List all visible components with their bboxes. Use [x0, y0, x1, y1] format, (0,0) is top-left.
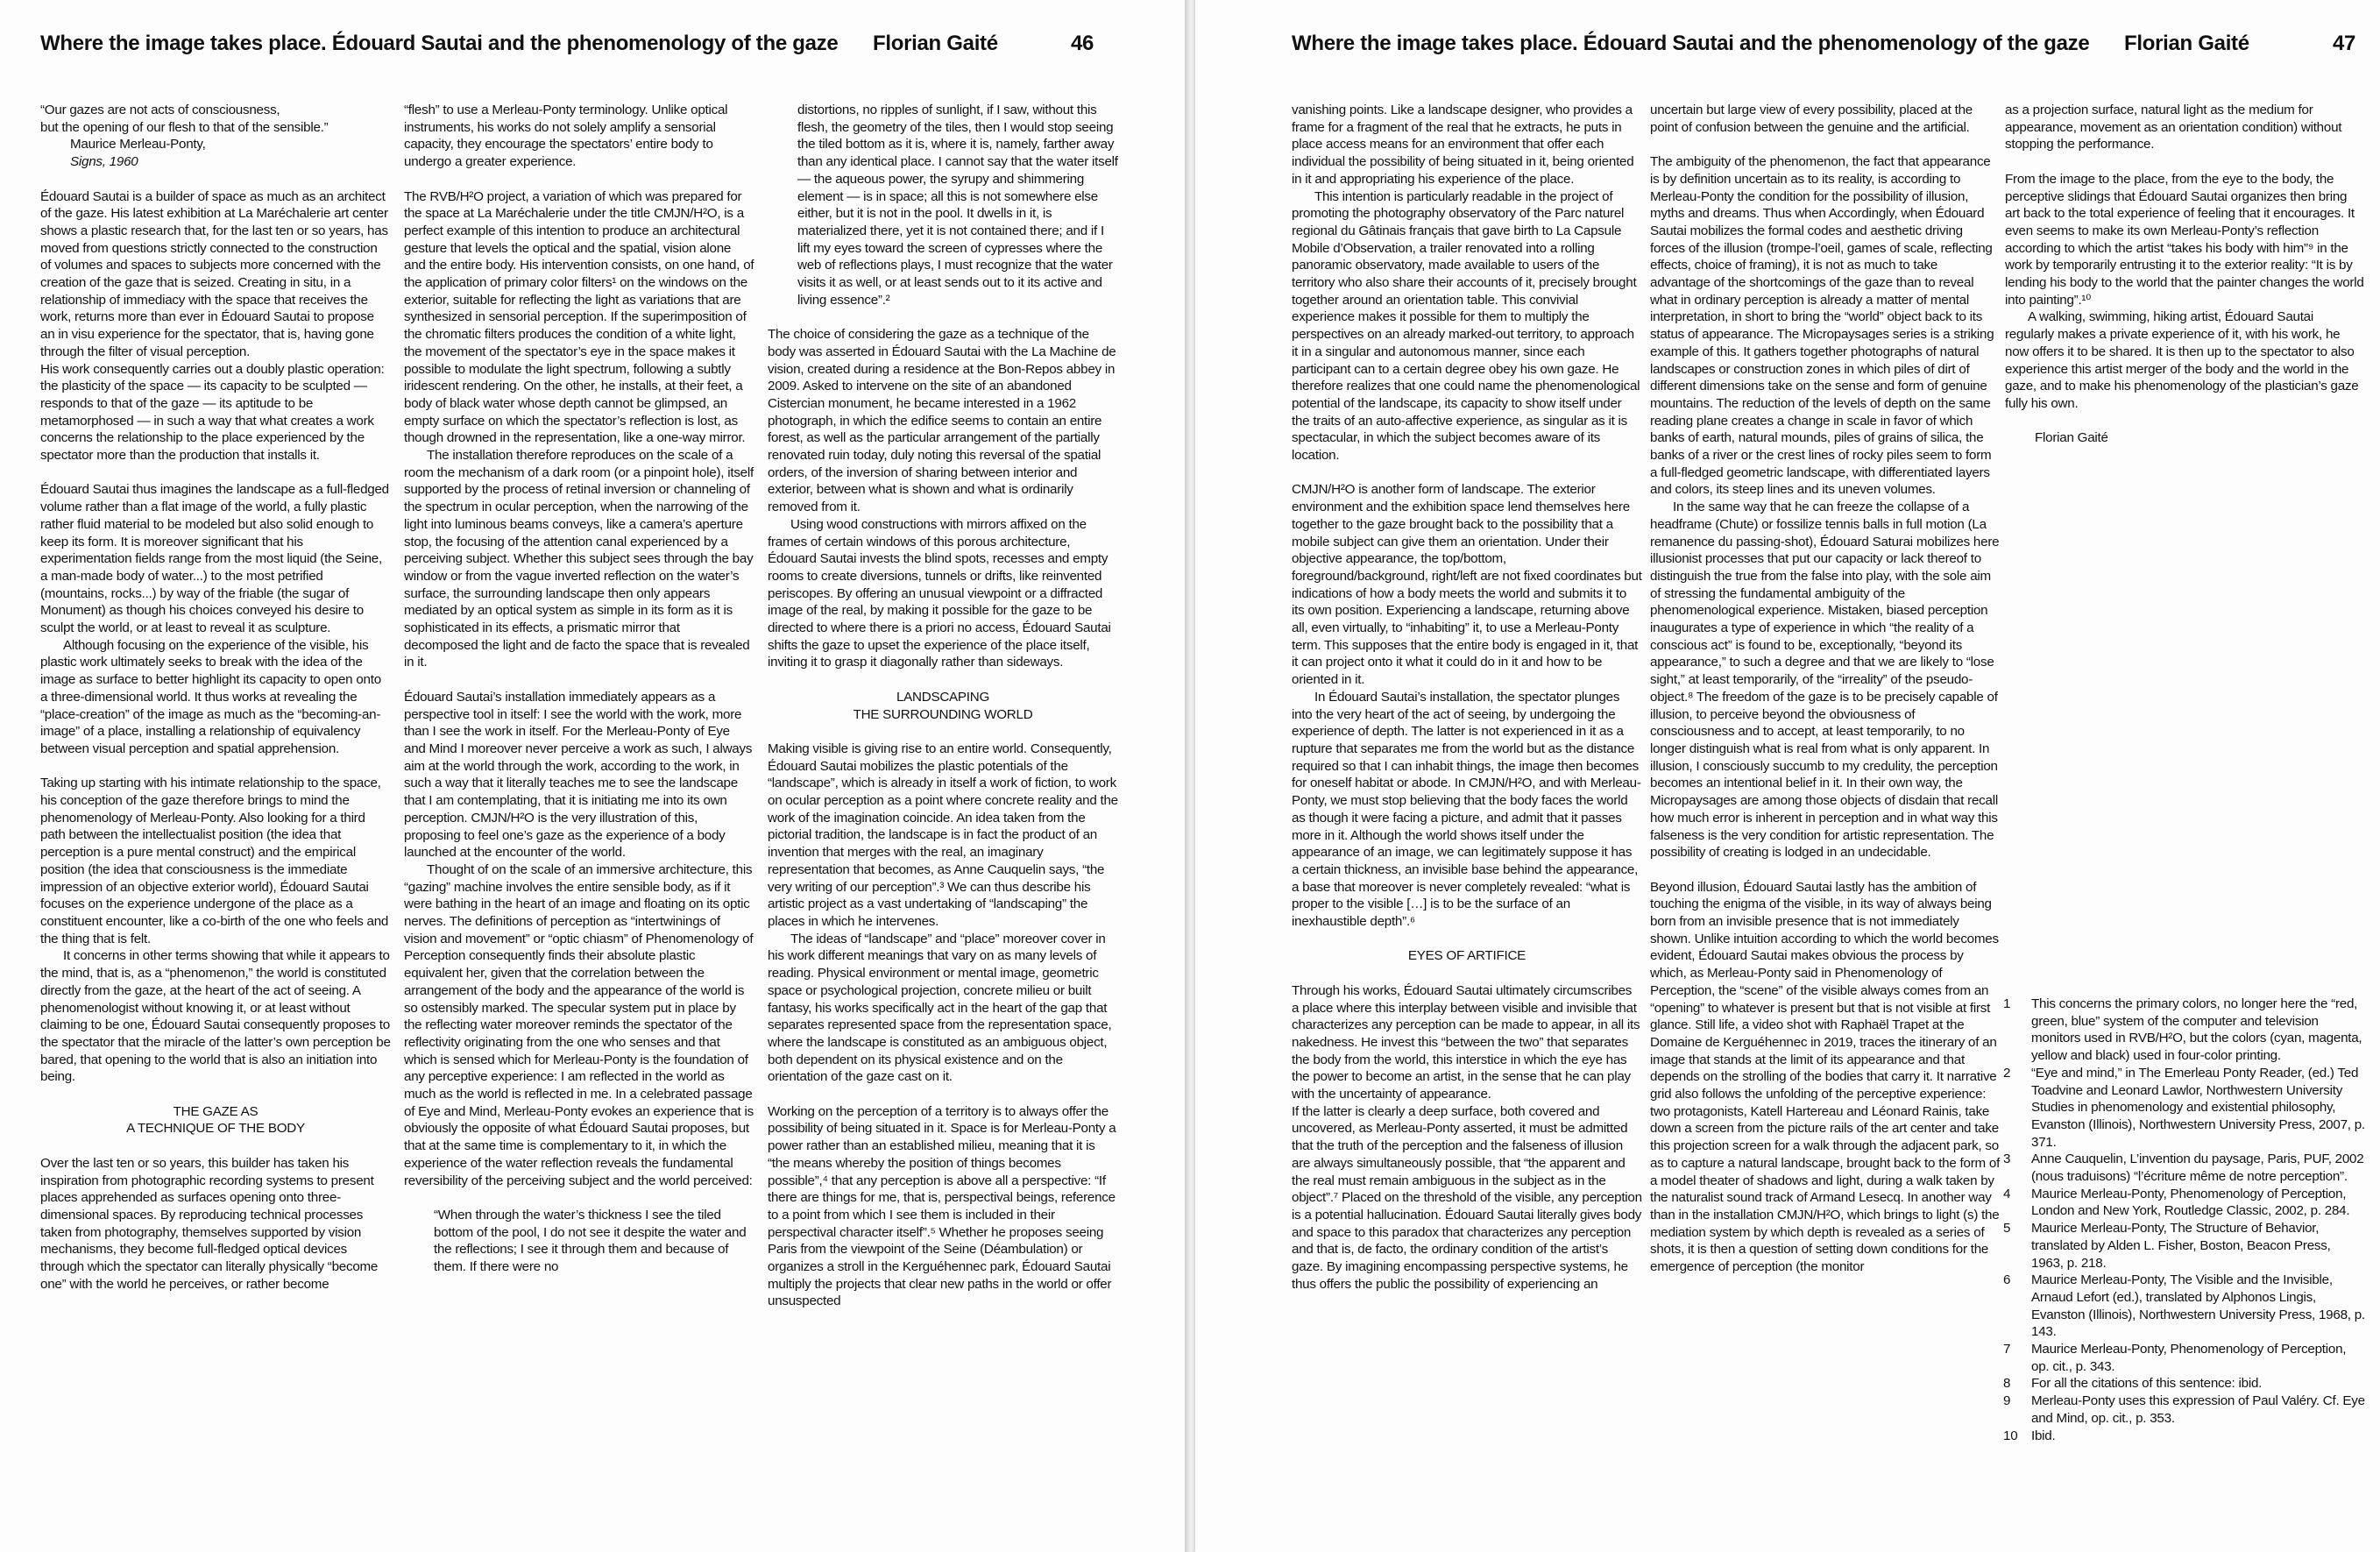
page-number: 47 [2333, 32, 2356, 55]
paragraph: In Édouard Sautai’s installation, the spectator plunges into the very heart of the act of seeing, by undergoing the experience of depth. The latter is not experienced in it as a rupture that separates me from the world but as the distance required so that I can inhabit things, the image then becomes for oneself habitat or abode. In CMJN/H²O, and with Merleau-Ponty, we must stop believing that the body faces the world as though it were facing a picture, and admit that it passes more in it. Although the world shows itself under the appearance of an image, we can legitimately suppose it has a certain thickness, an invisible base behind the appearance, a base that moreover is never completely revealed: “what is proper to the visible […] is to be the surface of an inexhaustible depth”.⁶ [1292, 689, 1641, 930]
footnote-number: 9 [2003, 1393, 2011, 1409]
footnote-number: 7 [2003, 1342, 2011, 1357]
paragraph: In the same way that he can freeze the collapse of a headframe (Chute) or fossilize tennis balls in full motion (La remanence du passing-shot), Édouard Saturai mobilizes here illusionist processes that put our capacity or lack thereof to distinguish the true from the false into play, with the sole aim of stressing the fundamental ambiguity of the phenomenological experience. Mistaken, biased perception inaugurates a type of experience in which “the reality of a conscious act” is found to be, exceptionally, “beyond its appearance,” to such a degree and that we are likely to “lose sight,” at least temporarily, of the “irreality” of the pseudo-object.⁸ The freedom of the gaze is to be precisely capable of illusion, to perceive beyond the obviousness of consciousness and to accept, at least temporarily, to no longer distinguish what is real from what is only apparent. In illusion, I consciously succumb to my credulity, the perception becomes an intentional belief in it. In their own way, the Micropaysages are among those objects of disdain that recall how much error is inherent in perception and in what way this falseness is the very condition for artistic representation. The possibility of creating is lodged in an undecidable. [1650, 500, 2000, 861]
paragraph: The ambiguity of the phenomenon, the fact that appearance is by definition uncertain as to its reality, is according to Merleau-Ponty the condition for the possibility of illusion, myths and dreams. Thus when Accordingly, when Édouard Sautai mobilizes the formal codes and aesthetic driving forces of the illusion (trompe-l’oeil, games of scale, reflecting effects, choice of framing), it is not as much to take advantage of the shortcomings of the gaze than to reveal what in ordinary perception is already a matter of mental interpretation, in short to bring the “world” object back to its status of appearance. The Micropaysages series is a striking example of this. It gathers together photographs of natural landscapes or construction zones in which piles of dirt of different dimensions take on the sense and form of genuine mountains. The reduction of the levels of depth on the same reading plane creates a change in scale in favor of which banks of earth, natural mounds, piles of grains of silica, the banks of a river or the crest lines of rocky piles seem to form a full-fledged geometric landscape, with differentiated layers and colors, its steep lines and its uneven volumes. [1650, 154, 1994, 498]
paragraph: Over the last ten or so years, this builder has taken his inspiration from photographic recording systems to present places apprehended as surfaces opening onto three-dimensional spaces. By reproducing technical processes taken from photography, themselves supported by vision mechanisms, they become full-fledged optical devices through which the spectator can literally physically “become one” with the world he perceives, or rather become [40, 1155, 379, 1292]
footnote-text: Maurice Merleau-Ponty, The Visible and the Invisible, Arnaud Lefort (ed.), translated by Alphonos Lingis, Evanston (Illinois), Northwestern University Press, 1968, p. 143. [2031, 1272, 2365, 1340]
left-column-1 [40, 102, 391, 1310]
paragraph: as a projection surface, natural light as the medium for appearance, movement as an orientation condition) without stopping the performance. [2005, 103, 2342, 152]
running-head-right [1292, 32, 2369, 67]
running-head-title: Where the image takes place. Édouard Sautai and the phenomenology of the gaze [1292, 32, 2090, 55]
paragraph: The choice of considering the gaze as a technique of the body was asserted in Édouard Sautai with the La Machine de vision, created during a residence at the Bon-Repos abbey in 2009. Asked to intervene on the site of an abandoned Cistercian monument, he became interested in a 1962 photograph, in which the edifice seems to contain an entire forest, as well as the particular arrangement of the partially renovated ruin today, duly noting this reversal of the spatial orders, of the inversion of sharing between interior and exterior, between what is shown and what is ordinarily removed from it. [768, 327, 1116, 515]
footnote-number: 6 [2003, 1272, 2011, 1288]
footnote-number: 4 [2003, 1186, 2011, 1201]
book-gutter [1185, 0, 1195, 1552]
footnote-text: “Eye and mind,” in The Emerleau Ponty Reader, (ed.) Ted Toadvine and Leonard Lawlor, Northwestern University Studies in phenomenology and existential philosophy, Evanston (Illinois), Northwestern University Press, 2007, p. 371. [2031, 1065, 2365, 1150]
footnote-text: Maurice Merleau-Ponty, Phenomenology of Perception, op. cit., p. 343. [2031, 1342, 2347, 1374]
paragraph: CMJN/H²O is another form of landscape. The exterior environment and the exhibition space lend themselves here together to the gaze brought back to the possibility that a mobile subject can give them an orientation. Under their objective appearance, the top/bottom, foreground/background, right/left are not fixed coordinates but indications of how a body meets the world and submits it to its own position. Experiencing a landscape, returning above all, even virtually, to “inhabiting” it, to use a Merleau-Ponty term. This supposes that the entire body is engaged in it, that it can project onto it what it could do in it and how to be oriented in it. [1292, 482, 1642, 688]
footnote [2003, 1220, 2366, 1272]
footnote [2003, 996, 2366, 1065]
paragraph: The RVB/H²O project, a variation of which was prepared for the space at La Maréchalerie under the title CMJN/H²O, is a perfect example of this intention to produce an architectural gesture that levels the optical and the spatial, vision alone and the entire body. His intervention consists, on one hand, of the application of primary color filters¹ on the windows on the exterior, suitable for reflecting the light as variations that are synthesized in sensorial perception. If the superimposition of the chromatic filters produces the condition of a white light, the movement of the spectator’s eye in the space makes it possible to modulate the light spectrum, following a subtly iridescent rendering. On the other, he installs, at their feet, a body of black water whose depth cannot be glimpsed, an empty surface on which the spectator’s reflection is lost, as though drowned in the representation, like a one-way mirror. [404, 188, 754, 446]
paragraph: Édouard Sautai’s installation immediately appears as a perspective tool in itself: I see the world with the work, more than I see the work in itself. For the Merleau-Ponty of Eye and Mind I moreover never perceive a work as such, I always aim at the world through the work, according to the work, in such a way that it literally teaches me to see the landscape that I am contemplating, that it is initiating me into its own perception. CMJN/H²O is the very illustration of this, proposing to feel one’s gaze as the experience of a body launched at the encounter of the world. [404, 689, 753, 861]
footnote-number: 2 [2003, 1065, 2011, 1081]
footnote-number: 8 [2003, 1376, 2011, 1392]
paragraph: Working on the perception of a territory is to always offer the possibility of being situated in it. Space is for Merleau-Ponty a power rather than an established milieu, meaning that it is “the means whereby the position of things becomes possible”,⁴ that any perception is above all a perspective: “If there are things for me, that is, perspectival beings, reference to a point from which I see them is included in their perspectival character itself”.⁵ Whether he proposes seeing Paris from the viewpoint of the Seine (Déambulation) or organizes a stroll in the Kerguéhennec park, Édouard Sautai multiply the projects that clear new paths in the world or offer unsuspected [768, 1103, 1116, 1309]
paragraph: Using wood constructions with mirrors affixed on the frames of certain windows of this porous architecture, Édouard Sautai invests the blind spots, recesses and empty rooms to create diversions, tunnels or drifts, like reinvented periscopes. By offering an unusual viewpoint or a diffracted image of the real, by making it possible for the gaze to be directed to where there is a priori no access, Édouard Sautai shifts the gaze to upset the experience of the place itself, inviting it to grasp it diagonally rather than sideways. [768, 516, 1111, 670]
paragraph: Thought of on the scale of an immersive architecture, this “gazing” machine involves the entire sensible body, as if it were bathing in the heart of an image and floating on its optic nerves. The definitions of perception as “intertwinings of vision and movement” or “optic chiasm” of Phenomenology of Perception consequently finds their absolute plastic equivalent her, given that the correlation between the arrangement of the body and the appearance of the world is so ostensibly marked. The specular system put in place by the reflecting water moreover reminds the spectator of the reflectivity originating from the one who senses and that which is sensed which for Merleau-Ponty is the foundation of any perceptive experience: I am reflected in the world as much as the world is reflected in me. In a celebrated passage of Eye and Mind, Merleau-Ponty evokes an experience that is obviously the opposite of what Édouard Sautai proposes, but that at the same time is complementary to it, in which the experience of the water reflection reveals the fundamental reversibility of the perceiving subject and the world perceived: [404, 861, 754, 1188]
paragraph: uncertain but large view of every possibility, placed at the point of confusion between the genuine and the artificial. [1650, 103, 1973, 135]
footnote [2003, 1393, 2366, 1427]
paragraph: This intention is particularly readable in the project of promoting the photography observatory of the Parc naturel regional du Gâtinais français that gave birth to La Capsule Mobile d’Observation, a trailer renovated into a rolling panoramic observatory, made available to users of the territory who also share their accounts of it, precisely brought together around an orientation table. This convivial experience makes it possible for them to multiply the perspectives on an already marked-out territory, to approach it in a singular and autonomous manner, since each participant can to a certain degree obey his own gaze. He therefore realizes that one could name the phenomenological potential of the landscape, its capacity to show itself under the traits of an auto-affective experience, as singular as it is spectacular, in which the subject becomes aware of its location. [1292, 188, 1640, 464]
paragraph: If the latter is clearly a deep surface, both covered and uncovered, as Merleau-Ponty asserted, it must be admitted that the truth of the perception and the falseness of illusion are always simultaneously possible, that “the apparent and the real must remain ambiguous in the subject as in the object”.⁷ Placed on the threshold of the visible, any perception is a potential hallucination. Édouard Sautai literally gives body and space to this paradox that characterizes any perception and that is, de facto, the ordinary condition of the artist’s gaze. By imagining encompassing perspective systems, he thus offers the public the possibility of experiencing an [1292, 1103, 1642, 1292]
paragraph: “flesh” to use a Merleau-Ponty terminology. Unlike optical instruments, his works do not solely amplify a sensorial capacity, they encourage the spectators’ entire body to undergo a greater experience. [404, 103, 728, 170]
section-heading: LANDSCAPING THE SURROUNDING WORLD [853, 689, 1033, 722]
paragraph: Taking up starting with his intimate relationship to the space, his conception of the gaze therefore brings to mind the phenomenology of Merleau-Ponty. Also looking for a third path between the intellectualist position (the idea that perception is a pure mental construct) and the empirical position (the idea that consciousness is the immediate impression of an objective exterior world), Édouard Sautai focuses on the experience undergone of the place as a constituent encounter, like a co-birth of the one who feels and the thing that is felt. [40, 776, 389, 946]
footnote-text: Ibid. [2031, 1428, 2056, 1443]
paragraph: It concerns in other terms showing that while it appears to the mind, that is, as a “phenomenon,” the world is constituted directly from the gaze, at the heart of the act of seeing. A phenomenologist without knowing it, or at least without claiming to be one, Édouard Sautai consequently proposes to the spectator that the miracle of the latter’s own perception be bared, that opening to the world that is also an initiation into being. [40, 948, 391, 1085]
epigraph-attribution: Maurice Merleau-Ponty, [70, 137, 206, 152]
running-head-author: Florian Gaité [873, 32, 998, 55]
footnote-text: Maurice Merleau-Ponty, The Structure of Behavior, translated by Alden L. Fisher, Boston, Beacon Press, 1963, p. 218. [2031, 1221, 2331, 1271]
author-signature: Florian Gaité [2035, 430, 2108, 446]
paragraph: The ideas of “landscape” and “place” moreover cover in his work different meanings that vary on as many levels of reading. Physical environment or mental image, geometric space or psychological projection, concrete milieu or built fantasy, his works specifically act in the heart of the gap that separates represented space from the representation space, where the landscape is constituted as an ambiguous object, both dependent on its physical existence and on the orientation of the gaze cast on it. [768, 931, 1112, 1085]
right-column-3 [2005, 102, 2364, 447]
running-head-author: Florian Gaité [2124, 32, 2249, 55]
left-column-2 [404, 102, 754, 1293]
paragraph: Beyond illusion, Édouard Sautai lastly has the ambition of touching the enigma of the visible, in its way of always being born from an invisible presence that is not immediately shown. Unlike intuition according to which the world becomes evident, Édouard Sautai makes obvious the process by which, as Merleau-Ponty said in Phenomenology of Perception, the “scene” of the visible always comes from an “opening” to whatever is present but that is not visible at first glance. Still life, a video shot with Raphaël Trapet at the Domaine de Kerguéhennec in 2019, traces the itinerary of an image that stands at the limit of its appearance and that depends on the strolling of the bodies that carry it. It narrative grid also follows the unfolding of the perceptive experience: two protagonists, Katell Hartereau and Léonard Rainis, take down a screen from the picture rails of the art center and take this projection screen for a walk through the adjacent park, so as to capture a natural landscape, brought back to the form of a model theater of shadows and light, during a walk taken by the naturalist sound track of Armand Lesecq. In another way than in the installation CMJN/H²O, which brings to light (s) the mediation system by which depth is revealed as a series of shots, it is then a question of setting down conditions for the emergence of perception (the monitor [1650, 879, 2001, 1275]
right-column-1 [1292, 102, 1642, 1310]
footnote-number: 10 [2003, 1428, 2018, 1443]
footnote-text: Anne Cauquelin, L’invention du paysage, Paris, PUF, 2002 (nous traduisons) “l’écriture même de notre perception”. [2031, 1152, 2364, 1185]
section-heading: EYES OF ARTIFICE [1407, 948, 1526, 964]
paragraph: Although focusing on the experience of the visible, his plastic work ultimately seeks to break with the idea of the image as surface to better highlight its capacity to open onto a three-dimensional world. It thus works at revealing the “place-creation” of the image as much as the “becoming-an-image” of a place, installing a relationship of equivalency between visual perception and spatial apprehension. [40, 637, 381, 756]
section-heading: THE GAZE AS A TECHNIQUE OF THE BODY [126, 1103, 305, 1137]
paragraph: Édouard Sautai is a builder of space as much as an architect of the gaze. His latest exhibition at La Maréchalerie art center shows a plastic research that, for the last ten or so years, has moved from questions strictly connected to the construction of volumes and spaces to subjects more concerned with the creation of the gaze that is seized. Creating in situ, in a relationship of immediacy with the space that receives the work, returns more than ever in Édouard Sautai to propose an in visu experience for the spectator, that is, having gone through the filter of visual perception. [40, 188, 388, 359]
footnote-number: 5 [2003, 1221, 2011, 1237]
right-column-2 [1650, 102, 2001, 1293]
block-quote: “When through the water’s thickness I see the tiled bottom of the pool, I do not see it despite the water and the reflections; I see it through them and because of them. If there were no [434, 1207, 747, 1275]
epigraph-line: “Our gazes are not acts of consciousness, [40, 103, 280, 117]
footnote [2003, 1272, 2366, 1341]
footnote [2003, 1428, 2366, 1445]
paragraph: From the image to the place, from the eye to the body, the perceptive slidings that Édouard Sautai organizes then bring art back to the total experience of feeling that it encourages. It even seems to make its own Merleau-Ponty’s reflection according to which the artist “takes his body with him”⁹ in the work by temporarily entrusting it to the exterior reality: “It is by lending his body to the world that the painter changes the world into painting”.¹⁰ [2005, 171, 2364, 308]
footnotes [2003, 996, 2366, 1444]
epigraph [40, 102, 391, 171]
page-number: 46 [1071, 32, 1094, 55]
running-head-title: Where the image takes place. Édouard Sautai and the phenomenology of the gaze [40, 32, 839, 55]
paragraph: A walking, swimming, hiking artist, Édouard Sautai regularly makes a private experience of it, with his work, he now offers it to be shared. It is then up to the spectator to also experience this artist merger of the body and the world in the gaze, and to make his phenomenology of the plastician’s gaze fully his own. [2005, 309, 2359, 411]
paragraph: The installation therefore reproduces on the scale of a room the mechanism of a dark room (or a pinpoint hole), itself supported by the process of retinal inversion or channeling of the spectrum in ocular perception, when the narrowing of the light into luminous beams conveys, like a camera’s aperture stop, the focusing of the attention canal experienced by a perceiving subject. Whether this subject sees through the bay window or from the vague inverted reflection on the water’s surface, the surrounding landscape then only appears mediated by an optical system as simple in its form as it is sophisticated in its effects, a prismatic mirror that decomposed the light and de facto the space that is revealed in it. [404, 448, 754, 670]
footnote-text: This concerns the primary colors, no longer here the “red, green, blue” system of the computer and television monitors used in RVB/H²O, but the colors (cyan, magenta, yellow and black) used in four-color printing. [2031, 996, 2362, 1064]
block-quote: distortions, no ripples of sunlight, if I saw, without this flesh, the geometry of the tiles, then I would stop seeing the tiled bottom as it is, where it is, namely, farther away than any identical place. I cannot say that the water itself — the aqueous power, the syrupy and shimmering element — is in space; all this is not somewhere else either, but it is not in the pool. It dwells in it, is materialized there, yet it is not contained there; and if I lift my eyes toward the screen of cypresses where the web of reflections plays, I must recognize that the water visits it as well, or at least sends out to it its active and living essence”.² [797, 103, 1118, 308]
epigraph-source: Signs, 1960 [70, 154, 138, 170]
paragraph: Through his works, Édouard Sautai ultimately circumscribes a place where this interplay between visible and invisible that characterizes any perception can be made to appear, in all its nakedness. He invest this “between the two” that separates the body from the world, this interstice in which the eye has the power to become an artist, in the sense that he can play with the uncertainty of appearance. [1292, 982, 1640, 1102]
epigraph-line: but the opening of our flesh to that of the sensible.” [40, 119, 329, 135]
paragraph: His work consequently carries out a doubly plastic operation: the plasticity of the space — its capacity to be sculpted — responds to that of the gaze — its aptitude to be metamorphosed — in such a way that what creates a work concerns the relationship to the place experienced by the spectator more than the production that installs it. [40, 361, 385, 464]
running-head-left [40, 32, 1153, 67]
footnote [2003, 1151, 2366, 1185]
paragraph: Making visible is giving rise to an entire world. Consequently, Édouard Sautai mobilizes the plastic potentials of the “landscape”, which is already in itself a work of fiction, to work on ocular perception as a point where concrete reality and the work of the imagination coincide. An idea taken from the pictorial tradition, the landscape is in fact the product of an invention that merges with the real, an imaginary representation that becomes, as Anne Cauquelin says, “the very writing of our perception”.³ We can thus describe his artistic project as a vast undertaking of “landscaping” the places in which he intervenes. [768, 741, 1118, 929]
left-column-3 [768, 102, 1118, 1328]
right-page [1195, 0, 2380, 1552]
paragraph: Édouard Sautai thus imagines the landscape as a full-fledged volume rather than a flat image of the world, a fully plastic rather fluid material to be modeled but also solid enough to keep its form. It is moreover significant that his experimentation fields range from the most liquid (the Seine, a man-made body of water...) to the most petrified (mountains, rocks...) by way of the friable (the sugar of Monument) as though his choices conveyed his desire to sculpt the world, or at least to reveal it as sculpture. [40, 482, 389, 636]
footnote-number: 3 [2003, 1152, 2011, 1167]
paragraph: vanishing points. Like a landscape designer, who provides a frame for a fragment of the real that he extracts, he puts in place access means for an environment that offer each individual the possibility of being situated in it, being oriented in it and appropriating his experience of the place. [1292, 103, 1634, 187]
footnote [2003, 1065, 2366, 1152]
footnote-number: 1 [2003, 996, 2011, 1011]
footnote [2003, 1341, 2366, 1375]
footnote-text: Merleau-Ponty uses this expression of Paul Valéry. Cf. Eye and Mind, op. cit., p. 353. [2031, 1393, 2365, 1426]
footnote-text: For all the citations of this sentence: ibid. [2031, 1376, 2263, 1392]
footnote [2003, 1375, 2366, 1393]
footnote-text: Maurice Merleau-Ponty, Phenomenology of Perception, London and New York, Routledge Classic, 2002, p. 284. [2031, 1186, 2350, 1219]
left-page [0, 0, 1185, 1552]
footnote [2003, 1186, 2366, 1220]
